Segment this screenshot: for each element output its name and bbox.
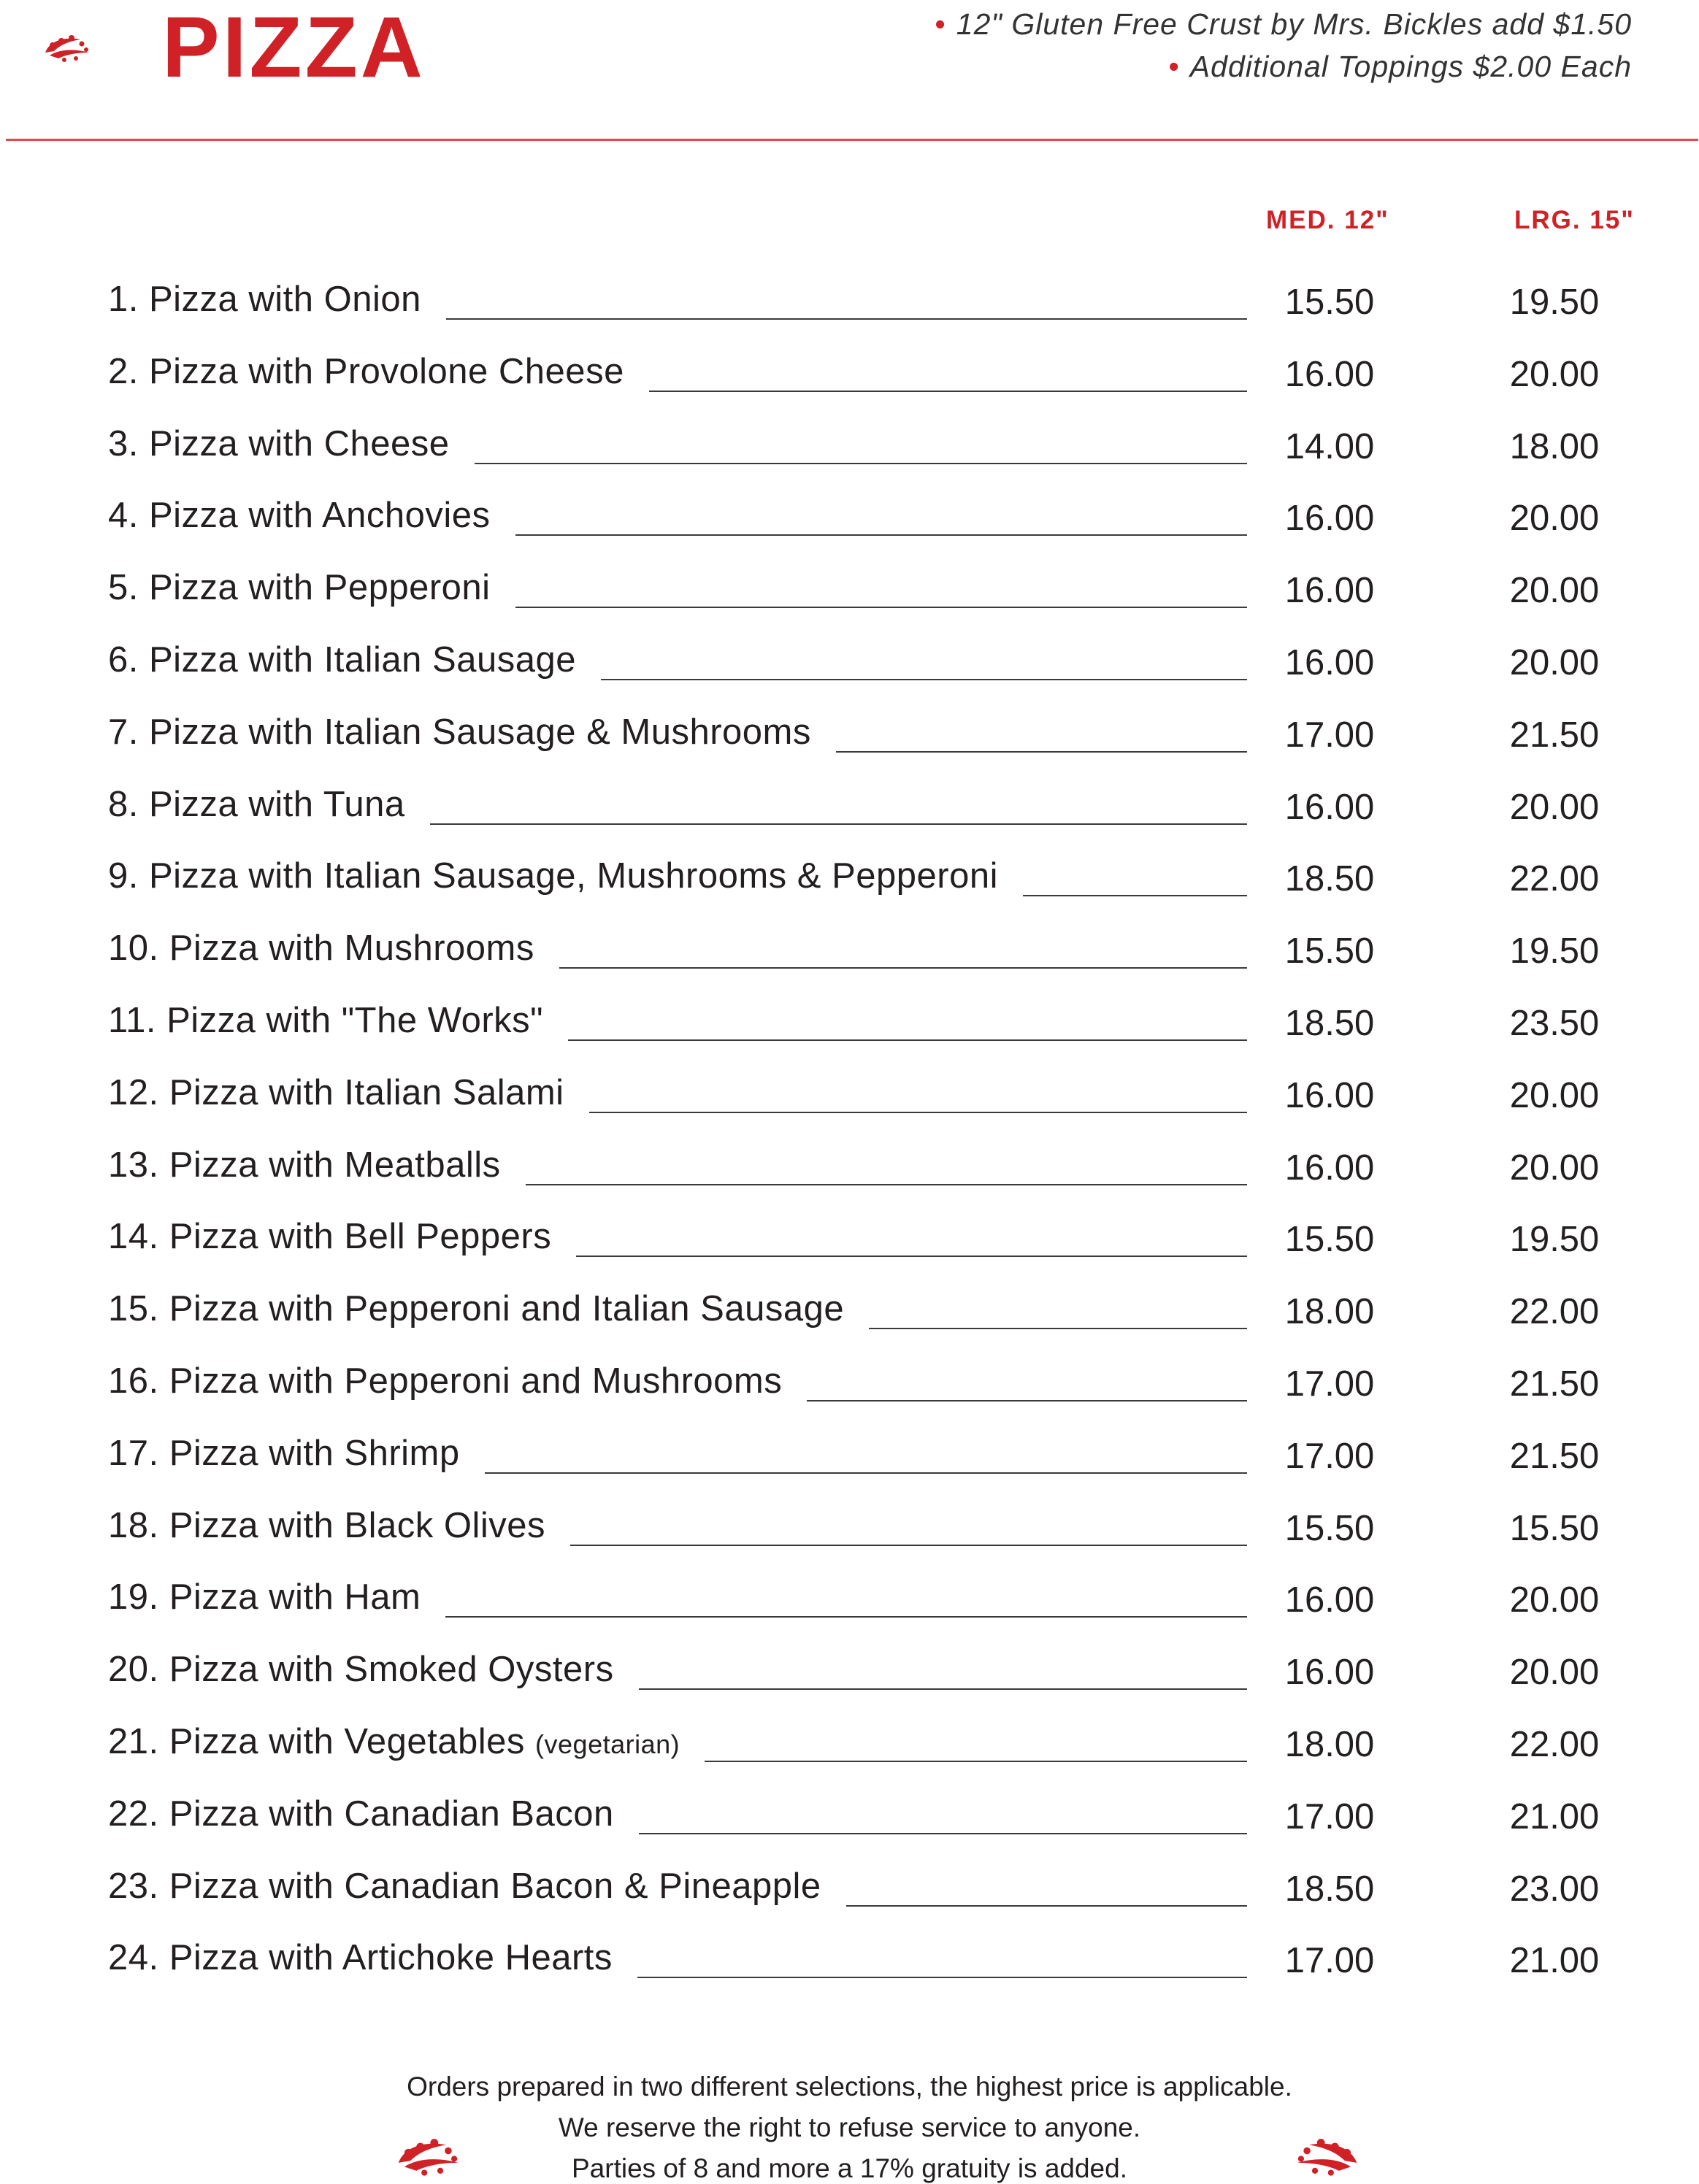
leader-line — [705, 1761, 1247, 1762]
leader-line — [1023, 895, 1247, 896]
menu-item-name: 11. Pizza with "The Works" — [108, 1001, 544, 1040]
price-large: 19.50 — [1509, 282, 1600, 322]
menu-item-name: 13. Pizza with Meatballs — [108, 1145, 501, 1185]
menu-item-name: 8. Pizza with Tuna — [108, 784, 405, 824]
price-medium: 18.50 — [1284, 1869, 1375, 1909]
leader-line — [807, 1400, 1247, 1401]
menu-item-name: 19. Pizza with Ham — [108, 1577, 421, 1618]
leader-line — [475, 463, 1247, 464]
price-medium: 16.00 — [1284, 1147, 1375, 1188]
menu-item-row — [108, 1793, 1612, 1845]
price-medium: 17.00 — [1284, 1796, 1375, 1837]
menu-item-name: 4. Pizza with Anchovies — [108, 496, 491, 536]
price-large: 21.50 — [1509, 1364, 1600, 1404]
price-medium: 15.50 — [1284, 1508, 1375, 1548]
leader-line — [589, 1112, 1247, 1113]
menu-item-row — [108, 1649, 1612, 1700]
price-medium: 17.00 — [1284, 1941, 1375, 1981]
menu-item-name: 21. Pizza with Vegetables (vegetarian) — [108, 1722, 680, 1761]
leader-line — [846, 1905, 1247, 1907]
leader-line — [637, 1977, 1247, 1978]
bullet-icon: • — [935, 7, 946, 41]
gluten-free-note: • 12" Gluten Free Crust by Mrs. Bickles add $1.50 — [935, 7, 1632, 41]
leader-line — [649, 391, 1247, 392]
price-medium: 18.00 — [1284, 1725, 1375, 1764]
price-large: 20.00 — [1509, 1580, 1600, 1620]
price-medium: 18.00 — [1284, 1292, 1375, 1332]
price-medium: 18.50 — [1284, 859, 1375, 899]
price-medium: 16.00 — [1284, 354, 1375, 394]
menu-item-row — [108, 712, 1612, 763]
leader-line — [485, 1472, 1247, 1474]
menu-item-note: (vegetarian) — [535, 1729, 680, 1759]
leader-line — [445, 1616, 1247, 1618]
menu-item-row — [108, 928, 1612, 979]
price-medium: 15.50 — [1284, 282, 1375, 322]
flourish-ornament-icon — [394, 2133, 464, 2177]
bullet-icon: • — [1168, 50, 1180, 83]
price-large: 20.00 — [1509, 499, 1600, 539]
price-medium: 16.00 — [1284, 1075, 1375, 1115]
leader-line — [576, 1256, 1247, 1257]
price-large: 22.00 — [1509, 1725, 1600, 1764]
price-medium: 16.00 — [1284, 1653, 1375, 1693]
price-large: 15.50 — [1509, 1508, 1600, 1548]
price-large: 20.00 — [1509, 571, 1600, 611]
price-large: 21.00 — [1509, 1796, 1600, 1837]
menu-item-row — [108, 1072, 1612, 1123]
leader-line — [568, 1039, 1247, 1041]
price-large: 19.50 — [1509, 931, 1600, 972]
price-large: 19.50 — [1509, 1220, 1600, 1260]
price-medium: 16.00 — [1284, 571, 1375, 611]
column-header-large: LRG. 15" — [1514, 206, 1635, 234]
leader-line — [446, 318, 1247, 320]
menu-item-name: 24. Pizza with Artichoke Hearts — [108, 1938, 613, 1978]
price-medium: 17.00 — [1284, 715, 1375, 755]
price-medium: 18.50 — [1284, 1004, 1375, 1043]
menu-item-row — [108, 423, 1612, 474]
price-medium: 17.00 — [1284, 1364, 1375, 1404]
menu-item-name: 3. Pizza with Cheese — [108, 423, 450, 464]
price-large: 20.00 — [1509, 1653, 1600, 1693]
price-large: 22.00 — [1509, 859, 1600, 899]
toppings-note: • Additional Toppings $2.00 Each — [1168, 50, 1632, 83]
price-large: 23.50 — [1509, 1004, 1600, 1043]
menu-item-row — [108, 1216, 1612, 1267]
leader-line — [430, 823, 1247, 825]
column-header-medium: MED. 12" — [1266, 206, 1389, 234]
price-large: 23.00 — [1509, 1869, 1600, 1909]
menu-item-name: 5. Pizza with Pepperoni — [108, 568, 491, 608]
menu-item-name: 17. Pizza with Shrimp — [108, 1433, 460, 1473]
menu-item-name: 16. Pizza with Pepperoni and Mushrooms — [108, 1361, 783, 1401]
menu-item-name: 14. Pizza with Bell Peppers — [108, 1217, 552, 1257]
price-medium: 16.00 — [1284, 787, 1375, 827]
price-medium: 14.00 — [1284, 426, 1375, 466]
menu-item-name: 10. Pizza with Mushrooms — [108, 928, 534, 969]
menu-item-row — [108, 495, 1612, 546]
footer-note-service: We reserve the right to refuse service to anyone. — [558, 2112, 1141, 2142]
leader-line — [836, 751, 1247, 753]
price-medium: 16.00 — [1284, 643, 1375, 682]
menu-item-name: 18. Pizza with Black Olives — [108, 1505, 545, 1545]
leader-line — [601, 679, 1247, 680]
menu-item-row — [108, 1577, 1612, 1628]
menu-item-row — [108, 1361, 1612, 1412]
price-medium: 15.50 — [1284, 931, 1375, 972]
menu-item-row — [108, 1505, 1612, 1556]
price-large: 22.00 — [1509, 1292, 1600, 1332]
page-title: PIZZA — [162, 0, 426, 96]
leader-line — [639, 1833, 1247, 1834]
menu-item-name: 6. Pizza with Italian Sausage — [108, 640, 576, 680]
price-medium: 16.00 — [1284, 499, 1375, 539]
leader-line — [559, 967, 1247, 969]
price-medium: 16.00 — [1284, 1580, 1375, 1620]
menu-item-name: 22. Pizza with Canadian Bacon — [108, 1793, 614, 1834]
price-large: 21.00 — [1509, 1941, 1600, 1981]
menu-item-name: 20. Pizza with Smoked Oysters — [108, 1650, 614, 1690]
footer-note-pricing: Orders prepared in two different selections, the highest price is applicable. — [407, 2072, 1292, 2102]
menu-item-row — [108, 1433, 1612, 1484]
price-large: 20.00 — [1509, 787, 1600, 827]
menu-item-name: 9. Pizza with Italian Sausage, Mushrooms & Pepperoni — [108, 856, 998, 896]
menu-item-name: 12. Pizza with Italian Salami — [108, 1072, 564, 1112]
menu-item-row — [108, 855, 1612, 907]
menu-item-row — [108, 1145, 1612, 1196]
menu-item-row — [108, 351, 1612, 402]
menu-item-row — [108, 1288, 1612, 1339]
menu-item-name: 23. Pizza with Canadian Bacon & Pineapple — [108, 1866, 821, 1906]
flourish-ornament-icon — [1291, 2133, 1361, 2177]
menu-item-row — [108, 1937, 1612, 1988]
price-large: 21.50 — [1509, 715, 1600, 755]
price-large: 20.00 — [1509, 1147, 1600, 1188]
menu-item-row — [108, 279, 1612, 330]
leader-line — [639, 1688, 1247, 1690]
price-large: 20.00 — [1509, 1075, 1600, 1115]
price-large: 20.00 — [1509, 354, 1600, 394]
menu-item-name: 7. Pizza with Italian Sausage & Mushrooms — [108, 712, 811, 752]
price-medium: 17.00 — [1284, 1436, 1375, 1476]
price-large: 18.00 — [1509, 426, 1600, 466]
menu-item-row — [108, 784, 1612, 835]
menu-item-row — [108, 1000, 1612, 1051]
menu-item-row — [108, 639, 1612, 691]
menu-item-row — [108, 1866, 1612, 1917]
menu-item-name: 15. Pizza with Pepperoni and Italian Sausage — [108, 1289, 845, 1329]
leader-line — [570, 1545, 1247, 1546]
footer-note-gratuity: Parties of 8 and more a 17% gratuity is added. — [572, 2153, 1127, 2183]
menu-item-name: 1. Pizza with Onion — [108, 280, 421, 319]
price-large: 20.00 — [1509, 643, 1600, 682]
menu-item-row — [108, 1721, 1612, 1772]
menu-item-row — [108, 567, 1612, 618]
leader-line — [526, 1184, 1247, 1185]
leader-line — [515, 534, 1247, 536]
leader-line — [869, 1328, 1247, 1329]
price-large: 21.50 — [1509, 1436, 1600, 1476]
menu-item-name: 2. Pizza with Provolone Cheese — [108, 351, 624, 391]
price-medium: 15.50 — [1284, 1220, 1375, 1260]
leader-line — [515, 607, 1247, 608]
